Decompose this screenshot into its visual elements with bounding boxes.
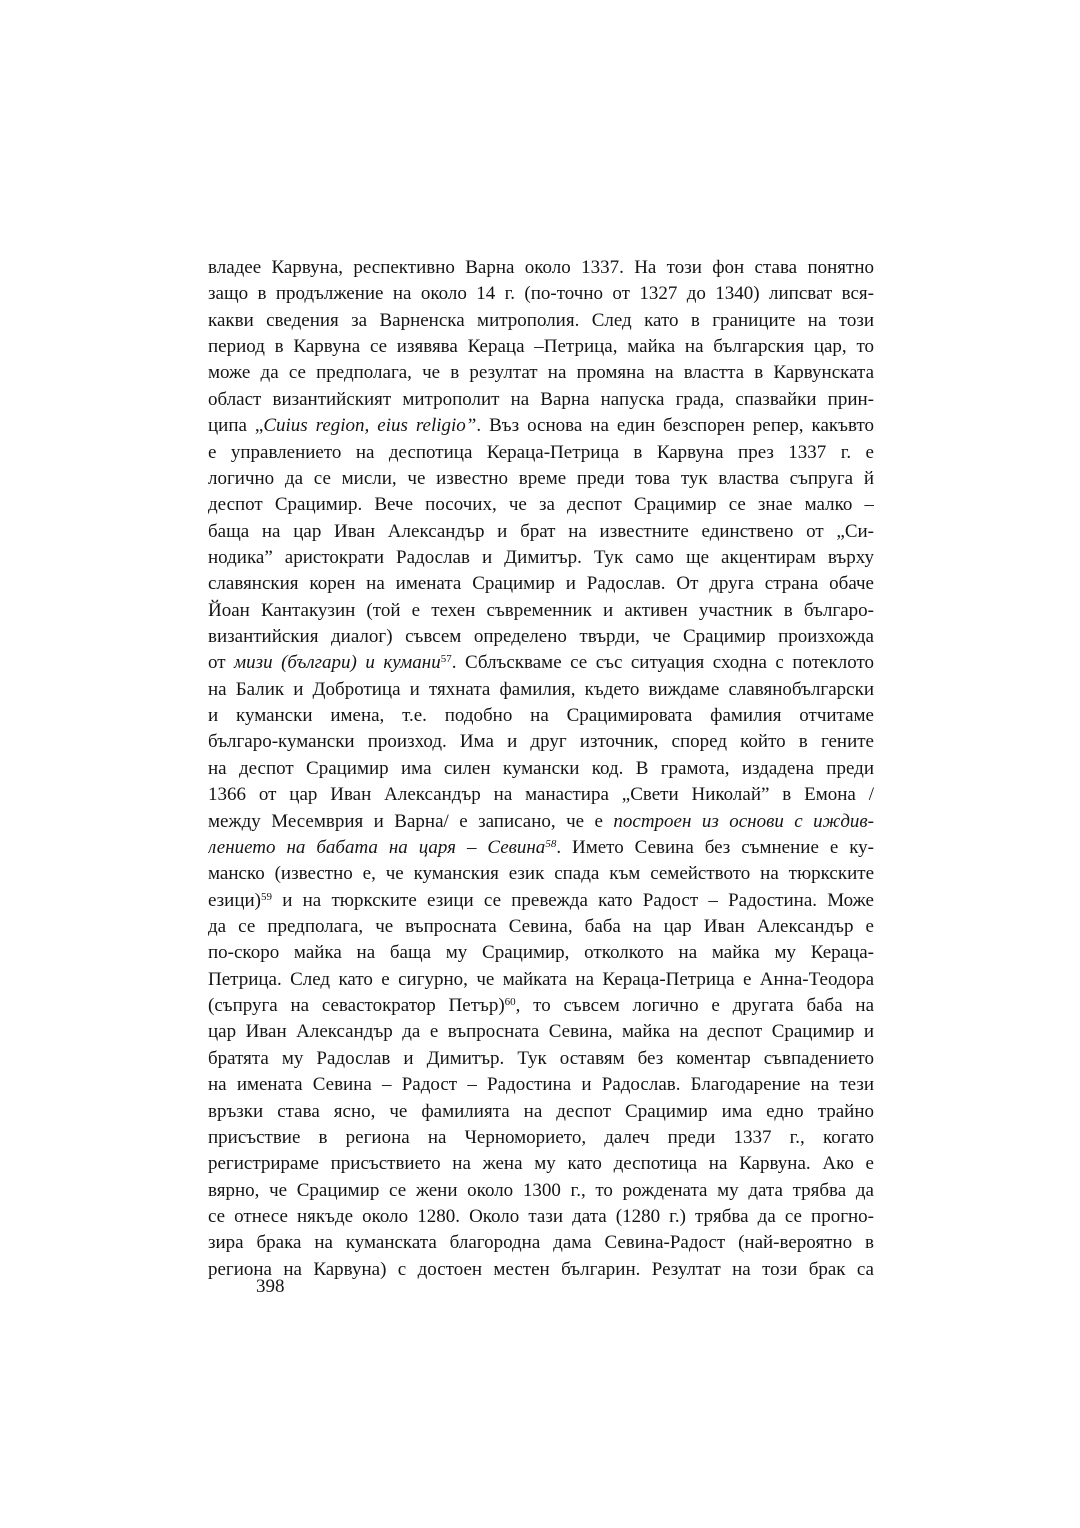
page-number: 398 — [256, 1276, 285, 1297]
text-run: логично да се мисли, че известно време преди това тук властва съпруга й — [208, 467, 874, 489]
text-run: Cuius region, eius religio” — [263, 415, 477, 437]
text-run: деспот Срацимир. Вече посочих, че за деспот Срацимир се знае малко – — [208, 494, 874, 516]
text-line — [208, 1019, 874, 1045]
text-line — [208, 1099, 874, 1125]
text-line — [208, 729, 874, 755]
text-run: се отнесе някъде около 1280. Около тази дата (1280 г.) трябва да се прогно- — [208, 1205, 874, 1227]
text-line — [208, 571, 874, 597]
text-line — [208, 360, 874, 386]
text-run: между Месемврия и Варна/ е записано, че е — [208, 810, 614, 832]
text-line — [208, 492, 874, 518]
text-run: езици) — [208, 889, 262, 911]
body-text — [208, 255, 874, 1283]
text-line — [208, 281, 874, 307]
text-run: защо в продължение на около 14 г. (по-точно от 1327 до 1340) липсват вся- — [208, 283, 874, 305]
text-run: . Сблъскваме се със ситуация сходна с потеклото — [451, 652, 874, 674]
text-run: нодика” аристократи Радослав и Димитър. Тук само ще акцентирам върху — [208, 546, 874, 568]
text-run: област византийският митрополит на Варна напуска града, спазвайки прин- — [208, 388, 874, 410]
text-run: . Името Севина без съмнение е ку- — [556, 836, 874, 858]
text-line — [208, 861, 874, 887]
footnote-ref: 57 — [440, 653, 452, 666]
text-line — [208, 993, 874, 1019]
footnote-ref: 58 — [545, 837, 557, 850]
text-run: братята му Радослав и Димитър. Тук оставям без коментар съвпадението — [208, 1047, 874, 1069]
text-run: може да се предполага, че в резултат на промяна на властта в Карвунската — [208, 362, 874, 384]
text-run: на Балик и Добротица и тяхната фамилия, където виждаме славянобългарски — [208, 678, 874, 700]
text-line — [208, 440, 874, 466]
text-run: на деспот Срацимир има силен кумански код. В грамота, издадена преди — [208, 757, 874, 779]
text-line — [208, 967, 874, 993]
text-run: ципа „ — [208, 415, 264, 437]
text-line — [208, 835, 874, 861]
text-run: региона на Карвуна) с достоен местен българин. Резултат на този брак са — [208, 1258, 874, 1280]
text-line — [208, 1230, 874, 1256]
text-line — [208, 413, 874, 439]
text-run: Йоан Кантакузин (той е техен съвременник и активен участник в българо- — [208, 599, 874, 621]
text-run: период в Карвуна се изявява Кераца –Петрица, майка на българския цар, то — [208, 336, 874, 358]
text-line — [208, 624, 874, 650]
text-run: зира брака на куманската благородна дама Севина-Радост (най-вероятно в — [208, 1232, 874, 1254]
text-line — [208, 650, 874, 676]
text-line — [208, 914, 874, 940]
text-line — [208, 1178, 874, 1204]
text-run: и на тюркските езици се превежда като Радост – Радостина. Може — [272, 889, 874, 911]
text-run: построен из основи с иждив- — [613, 810, 874, 832]
text-line — [208, 387, 874, 413]
text-line — [208, 1257, 874, 1283]
text-line — [208, 598, 874, 624]
text-run: славянския корен на имената Срацимир и Радослав. От друга страна обаче — [208, 573, 874, 595]
text-run: на имената Севина – Радост – Радостина и Радослав. Благодарение на тези — [208, 1074, 874, 1096]
text-run: манско (известно е, че куманския език спада към семейството на тюркските — [208, 863, 874, 885]
text-run: византийския диалог) съвсем определено твърди, че Срацимир произхожда — [208, 626, 874, 648]
text-line — [208, 809, 874, 835]
text-line — [208, 782, 874, 808]
text-run: мизи (българи) и кумани — [234, 652, 441, 674]
text-run: баща на цар Иван Александър и брат на известните единствено от „Си- — [208, 520, 874, 542]
footnote-ref: 60 — [504, 996, 516, 1009]
text-run: регистрираме присъствието на жена му като деспотица на Карвуна. Ако е — [208, 1153, 874, 1175]
text-line — [208, 1072, 874, 1098]
text-run: цар Иван Александър да е въпросната Севина, майка на деспот Срацимир и — [208, 1021, 874, 1043]
text-line — [208, 334, 874, 360]
footnote-ref: 59 — [261, 890, 273, 903]
text-line — [208, 545, 874, 571]
text-run: да се предполага, че въпросната Севина, баба на цар Иван Александър е — [208, 915, 874, 937]
text-run: е управлението на деспотица Кераца-Петрица в Карвуна през 1337 г. е — [208, 441, 874, 463]
text-run: Петрица. След като е сигурно, че майката на Кераца-Петрица е Анна-Теодора — [208, 968, 874, 990]
text-run: . Въз основа на един безспорен репер, какъвто — [476, 415, 874, 437]
text-line — [208, 1204, 874, 1230]
text-line — [208, 1046, 874, 1072]
text-line — [208, 940, 874, 966]
text-run: връзки става ясно, че фамилията на деспот Срацимир има едно трайно — [208, 1100, 874, 1122]
text-run: вярно, че Срацимир се жени около 1300 г., то рождената му дата трябва да — [208, 1179, 874, 1201]
text-line — [208, 255, 874, 281]
text-line — [208, 308, 874, 334]
text-run: и кумански имена, т.е. подобно на Срацимировата фамилия отчитаме — [208, 705, 874, 727]
text-run: българо-кумански произход. Има и друг източник, според който в гените — [208, 731, 874, 753]
text-line — [208, 466, 874, 492]
text-line — [208, 756, 874, 782]
text-run: , то съвсем логично е другата баба на — [515, 995, 874, 1017]
text-line — [208, 1125, 874, 1151]
text-run: лението на бабата на царя – Севина — [208, 836, 546, 858]
text-run: от — [208, 652, 235, 674]
text-run: по-скоро майка на баща му Срацимир, отколкото на майка му Кераца- — [208, 942, 874, 964]
text-run: какви сведения за Варненска митрополия. След като в границите на този — [208, 309, 874, 331]
text-line — [208, 677, 874, 703]
text-line — [208, 1151, 874, 1177]
text-line — [208, 888, 874, 914]
text-run: (съпруга на севастократор Петър) — [208, 995, 505, 1017]
text-line — [208, 519, 874, 545]
text-run: 1366 от цар Иван Александър на манастира „Свети Николай” в Емона / — [208, 784, 874, 806]
text-run: владее Карвуна, респективно Варна около 1337. На този фон става понятно — [208, 257, 874, 278]
text-run: присъствие в региона на Черноморието, далеч преди 1337 г., когато — [208, 1126, 874, 1148]
text-line — [208, 703, 874, 729]
